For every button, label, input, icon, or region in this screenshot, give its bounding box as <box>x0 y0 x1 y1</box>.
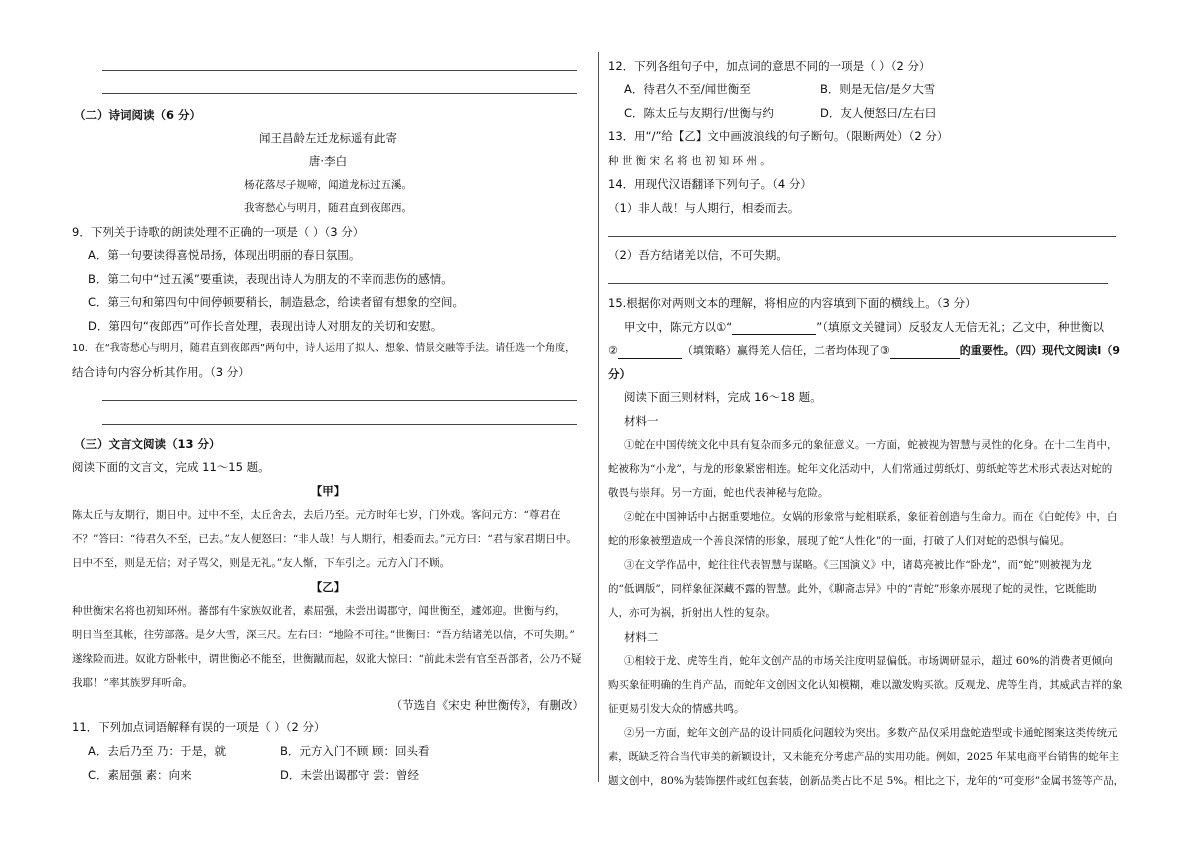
q15-line-1 <box>624 319 1104 335</box>
passage-yi-line: 我耶！”率其族罗拜听命。 <box>72 677 193 689</box>
q11-option-c: C．素屈强 素：向来 <box>88 768 192 782</box>
passage-jia-line: 日中不至，则是无信；对子骂父，则是无礼。”友人惭，下车引之。元方入门不顾。 <box>72 557 451 569</box>
q9-option-b: B．第二句中“过五溪”要重读，表现出诗人为朋友的不幸而悲伤的感情。 <box>88 272 453 286</box>
passage-source: （节选自《宋史 种世衡传》，有删改） <box>390 698 584 712</box>
material-1-label: 材料一 <box>624 414 659 428</box>
material-text-line: 人，亦可为祸，折射出人性的复杂。 <box>608 607 776 619</box>
q12-option-c: C．陈太丘与友期行/世衡与约 <box>624 106 774 120</box>
section-3-title: （三）文言文阅读（13 分） <box>74 437 221 451</box>
q15-text: 甲文中，陈元方以①“ <box>624 320 733 334</box>
q9-option-c: C．第三句和第四句中间停顿要稍长，制造悬念，给读者留有想象的空间。 <box>88 295 465 309</box>
answer-line <box>608 283 1108 284</box>
answer-line <box>102 400 577 401</box>
answer-line <box>102 93 577 94</box>
q14-item-2: （2）吾方结诸羌以信，不可失期。 <box>608 248 788 262</box>
material-text-line: ②蛇在中国神话中占据重要地位。女娲的形象常与蛇相联系，象征着创造与生命力。而在《白蛇传》中，白 <box>624 511 1118 523</box>
material-text-line: ①相较于龙、虎等生肖，蛇年文创产品的市场关注度明显偏低。市场调研显示，超过 60%的消费者更倾向 <box>624 655 1113 667</box>
section-4-title-cont: 分） <box>608 367 631 381</box>
answer-line <box>102 70 577 71</box>
material-text-line: 蛇的形象被塑造成一个善良深情的形象，展现了蛇“人性化”的一面，打破了人们对蛇的恐惧与偏见。 <box>608 535 1071 547</box>
material-text-line: 敬畏与崇拜。另一方面，蛇也代表神秘与危险。 <box>608 487 829 499</box>
blank-2[interactable] <box>618 346 682 359</box>
q15-text: ”（填原文关键词）反驳友人无信无礼；乙文中，种世衡以 <box>816 320 1104 334</box>
column-divider <box>598 52 599 782</box>
material-text-line: 购买象征明确的生肖产品，而蛇年文创因文化认知模糊，难以激发购买欲。反观龙、虎等生肖，其威武吉祥的象 <box>608 679 1123 691</box>
q14-item-1: （1）非人哉！与人期行，相委而去。 <box>608 201 800 215</box>
q10-line-2: 结合诗句内容分析其作用。（3 分） <box>72 365 250 379</box>
passage-jia-line: 陈太丘与友期行，期日中。过中不至，太丘舍去，去后乃至。元方时年七岁，门外戏。客问元方：“尊君在 <box>72 509 561 521</box>
q15-stem: 15.根据你对两则文本的理解，将相应的内容填到下面的横线上。（3 分） <box>608 296 977 310</box>
material-text-line: ②另一方面，蛇年文创产品的设计同质化问题较为突出。多数产品仅采用盘蛇造型或卡通蛇图案这类传统元 <box>624 727 1118 739</box>
q14-stem: 14．用现代汉语翻译下列句子。（4 分） <box>608 177 812 191</box>
passage-yi-line: 明日当至其帐，往劳部落。是夕大雪，深三尺。左右曰：“地险不可往。”世衡曰：“吾方结诸羌以信，不可失期。” <box>72 629 575 641</box>
section-4-title: 的重要性。（四）现代文阅读Ⅰ（9 <box>959 344 1120 357</box>
q9-stem: 9．下列关于诗歌的朗读处理不正确的一项是（ ）（3 分） <box>72 225 365 239</box>
q12-option-a: A．待君久不至/闻世衡至 <box>624 82 751 96</box>
material-text-line: 题文创中，80%为装饰摆件或红包套装，创新品类占比不足 5%。相比之下，龙年的“可变形”金属书签等产品， <box>608 775 1125 787</box>
q13-stem: 13．用“/”给【乙】文中画波浪线的句子断句。（限断两处）（2 分） <box>608 129 949 143</box>
q9-option-d: D．第四句“夜郎西”可作长音处理，表现出诗人对朋友的关切和安慰。 <box>88 319 443 333</box>
poem-author: 唐·李白 <box>308 154 348 168</box>
poem-line-1: 杨花落尽子规啼，闻道龙标过五溪。 <box>244 179 412 191</box>
q11-option-b: B．元方入门不顾 顾：回头看 <box>280 744 430 758</box>
q11-option-a: A．去后乃至 乃：于是，就 <box>88 744 227 758</box>
material-2-label: 材料二 <box>624 630 659 644</box>
q12-stem: 12．下列各组句子中，加点词的意思不同的一项是（ ）（2 分） <box>608 59 931 73</box>
section-3-intro: 阅读下面的文言文，完成 11～15 题。 <box>72 460 270 474</box>
q11-option-d: D．未尝出谒郡守 尝：曾经 <box>280 768 420 782</box>
q9-option-a: A．第一句要读得喜悦昂扬，体现出明丽的春日氛围。 <box>88 248 361 262</box>
q13-text: 种 世 衡 宋 名 将 也 初 知 环 州 。 <box>608 155 771 167</box>
material-text-line: 素，既缺乏符合当代审美的新颖设计，又未能充分考虑产品的实用功能。例如，2025 年某电商平台销售的蛇年主 <box>608 751 1120 763</box>
material-text-line: ①蛇在中国传统文化中具有复杂而多元的象征意义。一方面，蛇被视为智慧与灵性的化身。在十二生肖中， <box>624 439 1118 451</box>
poem-title: 闻王昌龄左迁龙标遥有此寄 <box>259 131 397 145</box>
poem-line-2: 我寄愁心与明月，随君直到夜郎西。 <box>244 202 412 214</box>
q15-line-2 <box>608 343 1120 359</box>
material-text-line: 征更易引发大众的情感共鸣。 <box>608 703 745 715</box>
material-text-line: 蛇被称为“小龙”，与龙的形象紧密相连。蛇年文化活动中，人们常通过剪纸灯、剪纸蛇等艺术形式表达对蛇的 <box>608 463 1113 475</box>
passage-jia-label: 【甲】 <box>310 484 346 498</box>
q12-option-b: B．则是无信/是夕大雪 <box>820 82 936 96</box>
q10-line-1: 10．在“我寄愁心与明月，随君直到夜郎西”两句中，诗人运用了拟人、想象、情景交融等手法。请任选一个角度， <box>72 343 576 354</box>
passage-jia-line: 不？”答曰：“待君久不至，已去。”友人便怒曰：“非人哉！与人期行，相委而去。”元方曰：“君与家君期日中。 <box>72 533 577 545</box>
answer-line <box>608 236 1116 237</box>
material-text-line: ③在文学作品中，蛇往往代表智慧与谋略。《三国演义》中，诸葛亮被比作“卧龙”，而“蛇”则被视为龙 <box>624 559 1092 571</box>
q15-text: ② <box>608 344 618 357</box>
answer-line <box>102 424 577 425</box>
section-4-intro: 阅读下面三则材料，完成 16～18 题。 <box>624 390 822 404</box>
passage-yi-line: 种世衡宋名将也初知环州。蕃部有牛家族奴讹者，素屈强，未尝出谒郡守，闻世衡至，遽郊迎。世衡与约， <box>72 605 566 617</box>
blank-1[interactable] <box>732 322 816 335</box>
q12-option-d: D．友人便怒曰/左右曰 <box>820 106 937 120</box>
q11-stem: 11．下列加点词语解释有误的一项是（ ）（2 分） <box>72 720 326 734</box>
passage-yi-line: 遂缘险而进。奴讹方卧帐中，谓世衡必不能至，世衡蹴而起，奴讹大惊曰：“前此未尝有官至吾部者，公乃不疑 <box>72 653 582 665</box>
passage-yi-label: 【乙】 <box>310 580 346 594</box>
material-text-line: 的“低调版”，同样象征深藏不露的智慧。此外，《聊斋志异》中的“青蛇”形象亦展现了蛇的灵性，它既能助 <box>608 583 1097 595</box>
section-2-title: （二）诗词阅读（6 分） <box>74 108 202 122</box>
blank-3[interactable] <box>890 346 960 359</box>
q15-text: （填策略）赢得羌人信任，二者均体现了③ <box>681 344 890 357</box>
